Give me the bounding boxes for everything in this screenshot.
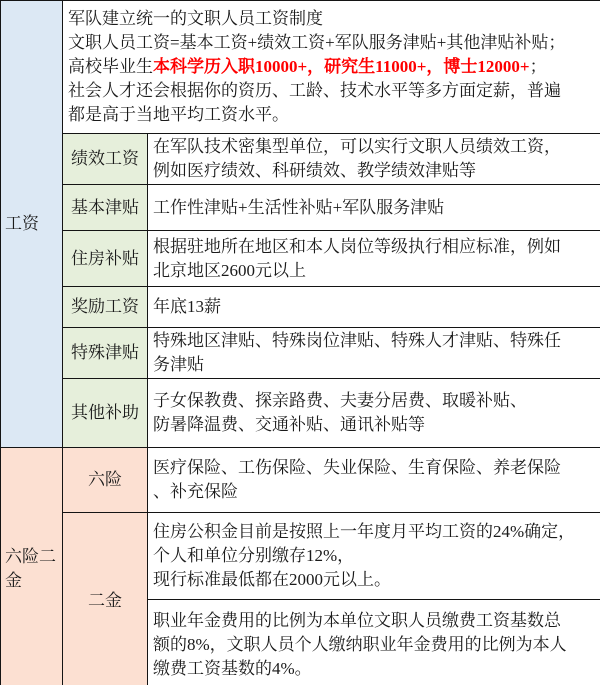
table-row <box>1 185 600 231</box>
row-label-housing-subsidy: 住房补贴 <box>63 231 148 287</box>
row-content-housing-fund: 住房公积金目前是按照上一年度月平均工资的24%确定， 个人和单位分别缴存12%， 现行标准最低都在2000元以上。 <box>148 513 600 600</box>
table-row <box>1 448 600 513</box>
row-content-annuity: 职业年金费用的比例为本单位文职人员缴费工资基数总 额的8%，文职人员个人缴纳职业年金费用的比例为本人 缴费工资基数的4%。 <box>148 600 600 685</box>
row-content-housing-subsidy: 根据驻地所在地区和本人岗位等级执行相应标准，例如 北京地区2600元以上 <box>148 231 600 287</box>
table-row <box>1 134 600 185</box>
intro-cell <box>63 1 600 134</box>
intro-line-2: 文职人员工资=基本工资+绩效工资+军队服务津贴+其他津贴补贴； <box>68 33 566 52</box>
intro-line-1: 军队建立统一的文职人员工资制度 <box>68 9 323 28</box>
intro-line-3 <box>68 55 596 79</box>
row-label-six-insurances: 六险 <box>63 448 148 513</box>
intro-line-3-prefix: 高校毕业生 <box>68 57 153 76</box>
row-content-reward-pay: 年底13薪 <box>148 287 600 328</box>
intro-line-4: 社会人才还会根据你的资历、工龄、技术水平等多方面定薪，普遍 都是高于当地平均工资水平。 <box>68 81 561 124</box>
table-row <box>1 328 600 379</box>
row-label-basic-allowance: 基本津贴 <box>63 185 148 231</box>
row-content-other-subsidy: 子女保教费、探亲路费、夫妻分居费、取暖补贴、 防暑降温费、交通补贴、通讯补贴等 <box>148 379 600 448</box>
group-label-salary: 工资 <box>1 1 63 448</box>
row-content-basic-allowance: 工作性津贴+生活性补贴+军队服务津贴 <box>148 185 600 231</box>
table-row <box>1 379 600 448</box>
row-label-special-allowance: 特殊津贴 <box>63 328 148 379</box>
table-row <box>1 513 600 600</box>
table-row <box>1 231 600 287</box>
table-row <box>1 287 600 328</box>
row-label-reward-pay: 奖励工资 <box>63 287 148 328</box>
row-label-other-subsidy: 其他补助 <box>63 379 148 448</box>
row-content-performance-pay: 在军队技术密集型单位，可以实行文职人员绩效工资， 例如医疗绩效、科研绩效、教学绩效津贴等 <box>148 134 600 185</box>
group-label-insurance: 六险二金 <box>1 448 63 685</box>
row-label-performance-pay: 绩效工资 <box>63 134 148 185</box>
intro-line-3-suffix: ； <box>529 57 547 76</box>
row-label-two-funds: 二金 <box>63 513 148 685</box>
row-content-special-allowance: 特殊地区津贴、特殊岗位津贴、特殊人才津贴、特殊任 务津贴 <box>148 328 600 379</box>
row-content-six-insurances: 医疗保险、工伤保险、失业保险、生育保险、养老保险 、补充保险 <box>148 448 600 513</box>
salary-highlight-text: 本科学历入职10000+，研究生11000+，博士12000+ <box>153 57 530 76</box>
